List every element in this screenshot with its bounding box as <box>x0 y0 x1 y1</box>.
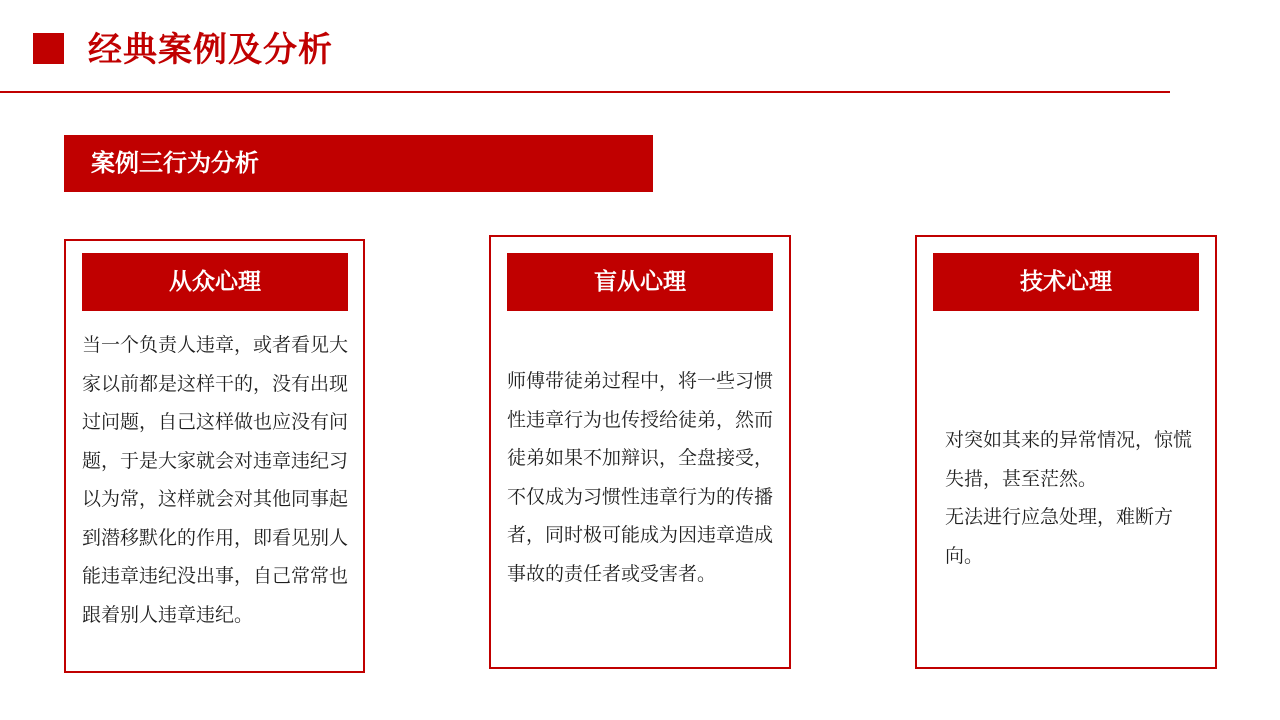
card-body <box>82 326 352 634</box>
card-header: 盲从心理 <box>507 253 773 311</box>
card-body <box>507 362 787 593</box>
card-body <box>945 421 1200 575</box>
card-paragraph: 师傅带徒弟过程中，将一些习惯性违章行为也传授给徒弟，然而徒弟如果不加辩识，全盘接受，不仅成为习惯性违章行为的传播者，同时极可能成为因违章造成事故的责任者或受害者。 <box>507 370 774 585</box>
card-paragraph: 当一个负责人违章，或者看见大家以前都是这样干的，没有出现过问题，自己这样做也应没有问题，于是大家就会对违章违纪习以为常，这样就会对其他同事起到潜移默化的作用，即看见别人能违章违纪没出事，自己常常也跟着别人违章违纪。 <box>82 334 349 626</box>
section-banner: 案例三行为分析 <box>64 135 653 192</box>
card-header: 技术心理 <box>933 253 1199 311</box>
card-paragraph: 无法进行应急处理，难断方向。 <box>945 506 1174 567</box>
card-header: 从众心理 <box>82 253 348 311</box>
card-conformity <box>64 239 365 673</box>
card-technical <box>915 235 1217 669</box>
page-title: 经典案例及分析 <box>88 30 333 70</box>
title-marker <box>33 33 64 64</box>
card-paragraph: 对突如其来的异常情况，惊慌失措，甚至茫然。 <box>945 429 1193 490</box>
card-blind-obedience <box>489 235 791 669</box>
title-divider <box>0 91 1170 93</box>
